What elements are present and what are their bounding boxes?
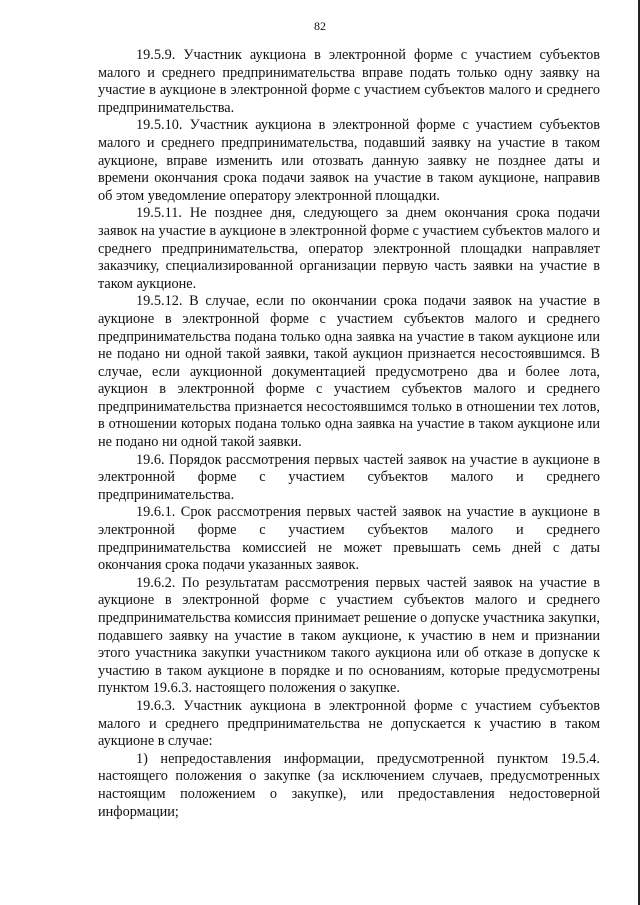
document-body — [98, 47, 600, 821]
list-item-1: 1) непредоставления информации, предусмотренной пунктом 19.5.4. настоящего положения о закупке (за исключением случаев, предусмотренных настоящим положением о закупке), или предоставления недостоверной информации; — [98, 750, 600, 820]
paragraph-19-6-1: 19.6.1. Срок рассмотрения первых частей заявок на участие в аукционе в электронной форме с участием субъектов малого и среднего предпринимательства комиссией не может превышать семь дней с даты окончания срока подачи указанных заявок. — [98, 504, 600, 574]
paragraph-19-6-2: 19.6.2. По результатам рассмотрения первых частей заявок на участие в аукционе в электронной форме с участием субъектов малого и среднего предпринимательства комиссия принимает решение о допуске участника закупки, подавшего заявку на участие в таком аукционе, к участию в нем и признании этого участника закупки участником такого аукциона или об отказе в допуске к участию в таком аукционе в порядке и по основаниям, которые предусмотрены пунктом 19.6.3. настоящего положения о закупке. — [98, 574, 600, 697]
section-heading-19-6: 19.6. Порядок рассмотрения первых частей заявок на участие в аукционе в электронной форме с участием субъектов малого и среднего предпринимательства. — [98, 451, 600, 503]
paragraph-19-5-9: 19.5.9. Участник аукциона в электронной форме с участием субъектов малого и среднего предпринимательства вправе подать только одну заявку на участие в аукционе в электронной форме с участием субъектов малого и среднего предпринимательства. — [98, 47, 600, 116]
paragraph-19-5-10: 19.5.10. Участник аукциона в электронной форме с участием субъектов малого и среднего предпринимательства, подавший заявку на участие в таком аукционе, вправе изменить или отозвать данную заявку не позднее даты и времени окончания срока подачи заявок на участие в таком аукционе, направив об этом уведомление оператору электронной площадки. — [98, 117, 600, 204]
paragraph-19-6-3: 19.6.3. Участник аукциона в электронной форме с участием субъектов малого и среднего предпринимательства не допускается к участию в таком аукционе в случае: — [98, 697, 600, 750]
paragraph-19-5-11: 19.5.11. Не позднее дня, следующего за днем окончания срока подачи заявок на участие в аукционе в электронной форме с участием субъектов малого и среднего предпринимательства, оператор электронной площадки направляет заказчику, специализированной организации первую часть заявки на участие в таком аукционе. — [98, 205, 600, 292]
paragraph-19-5-12: 19.5.12. В случае, если по окончании срока подачи заявок на участие в аукционе в электронной форме с участием субъектов малого и среднего предпринимательства подана только одна заявка на участие в таком аукционе или не подано ни одной такой заявки, такой аукцион признается несостоявшимся. В случае, если аукционной документацией предусмотрено два и более лота, аукцион в электронной форме с участием субъектов малого и среднего предпринимательства признается несостоявшимся только в отношении тех лотов, в отношении которых подана только одна заявка на участие в таком аукционе или не подано ни одной такой заявки. — [98, 293, 600, 451]
page-number: 82 — [314, 19, 326, 33]
